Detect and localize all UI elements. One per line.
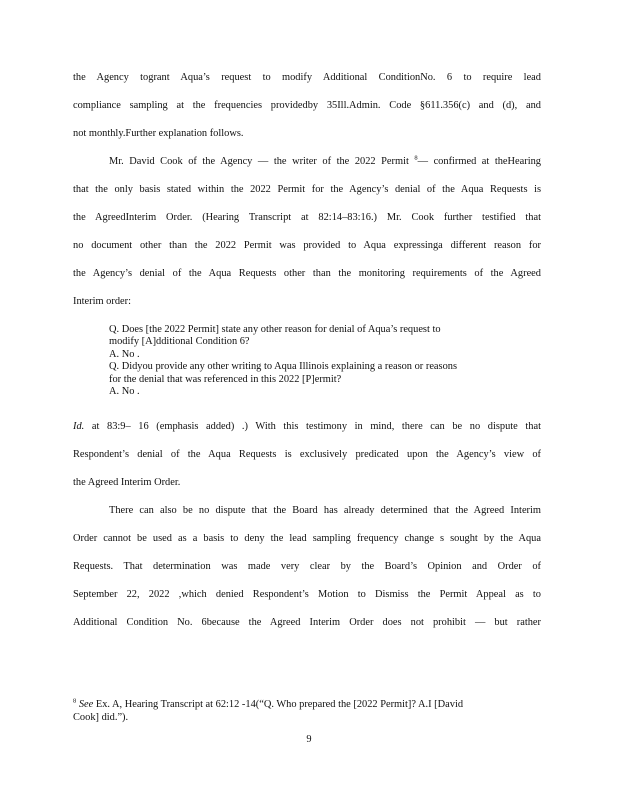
footnote-reference: 8	[414, 154, 418, 162]
footnote-line	[73, 698, 530, 711]
body-text-line: Respondent’s denial of the Aqua Requests is exclusively predicated upon the Agency’s view of	[73, 449, 541, 460]
footnote-text: Ex. A, Hearing Transcript at 62:12 -14(“Q. Who prepared the [2022 Permit]? A.I [David	[93, 699, 464, 710]
quote-line: Q. Didyou provide any other writing to Aqua Illinois explaining a reason or reasons	[109, 361, 458, 373]
quote-line: Q. Does [the 2022 Permit] state any other reason for denial of Aqua’s request to	[109, 324, 441, 335]
body-text-line: that the only basis stated within the 2022 Permit for the Agency’s denial of the Aqua Requests is	[73, 184, 541, 195]
footnote-see: See	[78, 699, 94, 710]
quote-line: modify [A]dditional Condition 6?	[109, 336, 250, 348]
body-text-segment: — confirmed at theHearing	[417, 156, 541, 167]
body-text-line: There can also be no dispute that the Board has already determined that the Agreed Interim	[109, 505, 541, 516]
body-text-line	[73, 422, 541, 432]
quote-line: A. No .	[109, 348, 140, 360]
body-text-line	[109, 154, 541, 167]
body-text-line: Requests. That determination was made very clear by the Board’s Opinion and Order of	[73, 561, 541, 572]
body-text-line: Additional Condition No. 6because the Agreed Interim Order does not prohibit — but rather	[73, 617, 541, 628]
quote-line: A. No .	[109, 386, 140, 398]
body-text-line: compliance sampling at the frequencies providedby 35Ill.Admin. Code §611.356(c) and (d), and	[73, 100, 541, 111]
footnote-number: 8	[73, 697, 77, 705]
body-text-line: the Agency’s denial of the Aqua Requests other than the monitoring requirements of the Agreed	[73, 268, 541, 279]
page-number: 9	[306, 734, 312, 745]
quote-line: for the denial that was referenced in this 2022 [P]ermit?	[109, 373, 342, 385]
body-text-segment: at 83:9– 16 (emphasis added) .) With this testimony in mind, there can be no dispute that	[84, 421, 541, 432]
body-text-line: the Agency togrant Aqua’s request to modify Additional ConditionNo. 6 to require lead	[73, 72, 541, 83]
body-text-line: the Agreed Interim Order.	[73, 477, 181, 488]
footnote-line: Cook] did.”).	[73, 712, 129, 723]
footnote	[73, 698, 530, 724]
body-text-line: the AgreedInterim Order. (Hearing Transcript at 82:14–83:16.) Mr. Cook further testified that	[73, 212, 541, 223]
citation-id: Id.	[73, 421, 85, 432]
body-text-line: Order cannot be used as a basis to deny the lead sampling frequency change s sought by the Aqua	[73, 533, 541, 544]
body-text-line: Interim order:	[73, 296, 131, 307]
body-text-line: not monthly.Further explanation follows.	[73, 128, 244, 139]
body-text-line: September 22, 2022 ,which denied Respondent’s Motion to Dismiss the Permit Appeal as to	[73, 589, 541, 600]
body-text-line: no document other than the 2022 Permit was provided to Aqua expressinga different reason for	[73, 240, 541, 251]
block-quote	[109, 324, 509, 398]
body-text-segment: Mr. David Cook of the Agency — the writer of the 2022 Permit	[109, 156, 409, 167]
